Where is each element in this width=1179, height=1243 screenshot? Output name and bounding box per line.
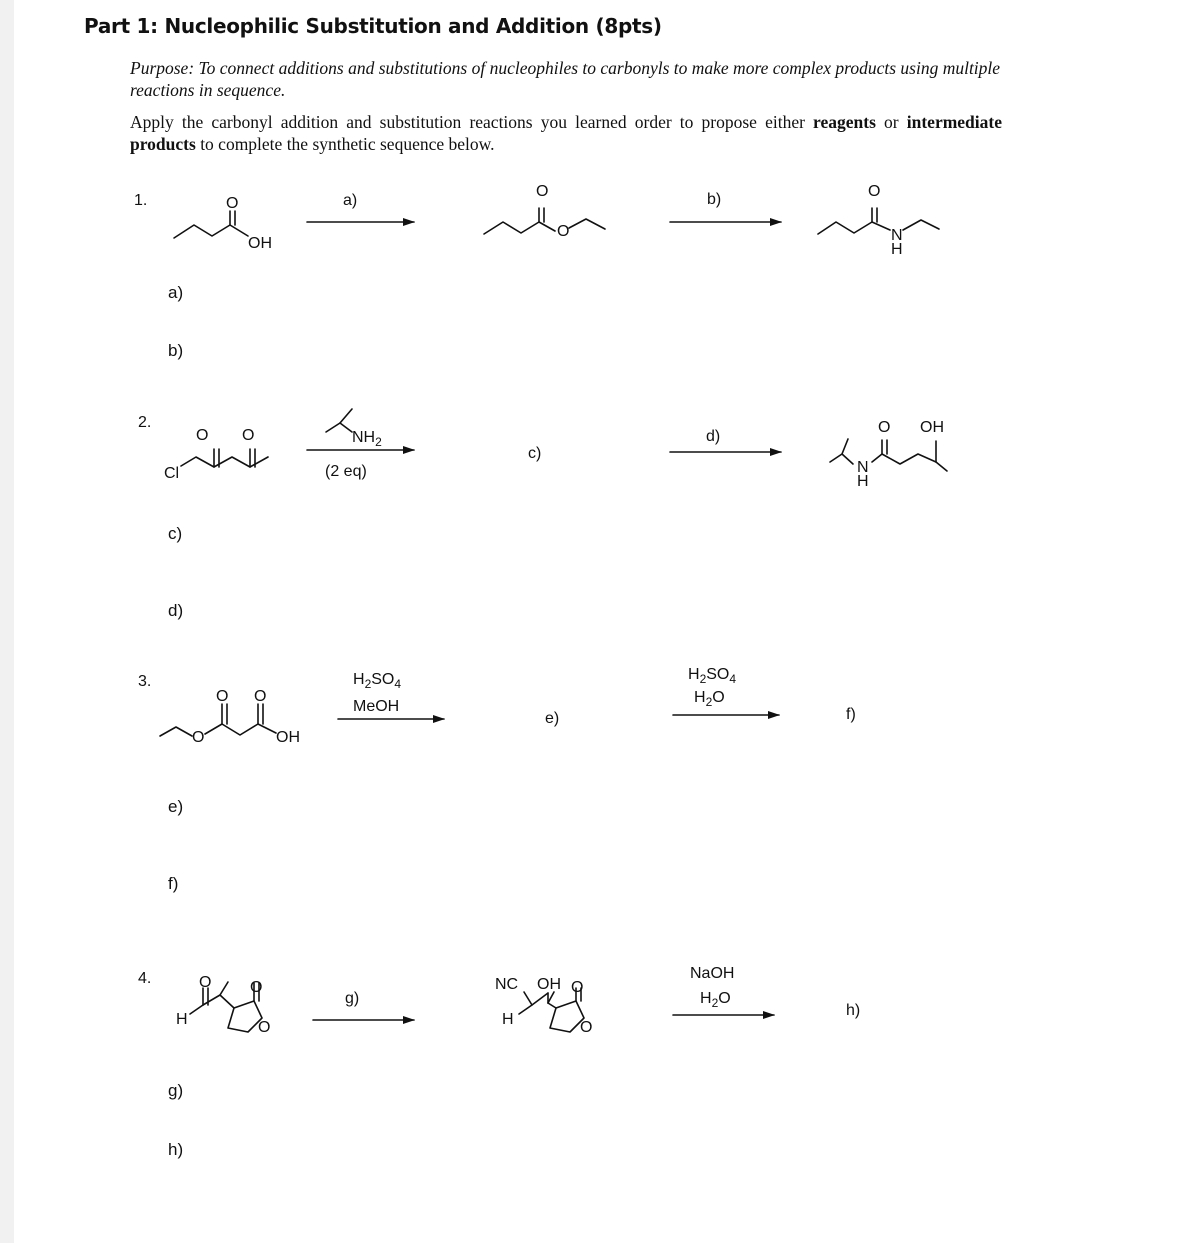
p4-aldehyde-o: O: [199, 974, 212, 991]
p2-arrow-eq-label: (2 eq): [325, 463, 367, 480]
p3-reagent2-h2so4: $H_2SO_4$: [688, 666, 737, 686]
answer-label-g: g): [168, 1081, 184, 1100]
p2-o1: O: [196, 427, 209, 444]
p1-arrow-a-label: a): [343, 192, 358, 209]
page-title: Part 1: Nucleophilic Substitution and Addition (8pts): [84, 14, 662, 38]
p2-o2: O: [242, 427, 255, 444]
p4-lactone-carbonyl-o: O: [250, 979, 263, 996]
p4-arrow-g-label: g): [345, 990, 360, 1007]
answer-label-b: b): [168, 341, 184, 360]
instruction-part: to complete the synthetic sequence below.: [195, 134, 495, 154]
answer-label-f: f): [168, 874, 179, 893]
p4-h: H: [502, 1011, 514, 1028]
answer-label-d: d): [168, 601, 184, 620]
p3-ester-o: O: [192, 729, 205, 746]
p3-reagent-meoh: MeOH: [353, 698, 400, 715]
p4-reagent-naoh: NaOH: [690, 965, 735, 982]
p3-intermediate-e: e): [545, 710, 560, 727]
p1-amide-o: O: [868, 183, 881, 200]
answer-label-a: a): [168, 283, 184, 302]
p2-arrow-d-label: d): [706, 428, 721, 445]
p3-o2: O: [254, 688, 267, 705]
answer-label-c: c): [168, 524, 183, 543]
problem-number-4: 4.: [138, 970, 152, 987]
p1-ester-oxygen: O: [557, 223, 570, 240]
p2-product-oh: OH: [920, 419, 944, 436]
p2-cl: Cl: [164, 465, 180, 482]
p3-reagent2-h2o: $H_2O$: [694, 689, 725, 709]
p1-arrow-b-label: b): [707, 191, 722, 208]
p2-nh2-text: $NH_2$: [352, 429, 382, 449]
p1-amide-h: H: [891, 241, 903, 258]
problem-2-product: [830, 439, 947, 471]
p4-reagent-h2o: $H_2O$: [700, 990, 731, 1010]
p1-ester-o: O: [536, 183, 549, 200]
p4-ring-o-2: O: [580, 1019, 593, 1036]
problem-number-3: 3.: [138, 673, 152, 690]
p2-intermediate-c: c): [528, 445, 542, 462]
answer-label-e: e): [168, 797, 184, 816]
p4-ring-o: O: [258, 1019, 271, 1036]
problem-1-ester: [484, 208, 605, 234]
p4-oh: OH: [537, 976, 561, 993]
p4-nc: NC: [495, 976, 519, 993]
p3-oh: OH: [276, 729, 300, 746]
problem-2-amine: [326, 409, 352, 432]
instruction-bold-intermediates: intermediate products: [130, 112, 1002, 154]
problem-1-amide: [818, 208, 939, 234]
p2-nh2: [352, 429, 382, 449]
p3-o1: O: [216, 688, 229, 705]
problem-number-2: 2.: [138, 414, 152, 431]
p2-product-o: O: [878, 419, 891, 436]
instruction-part: Apply the carbonyl addition and substitution reactions you learned order to propose either: [130, 112, 814, 132]
instruction-part: or: [875, 112, 907, 132]
purpose-text: Purpose: To connect additions and substitutions of nucleophiles to carbonyls to make more complex products using multiple reactions in sequence.: [130, 58, 1001, 100]
p2-product-n: N: [857, 459, 869, 476]
problem-1-starting-acid: [174, 211, 248, 238]
instruction-bold-reagents: reagents: [813, 112, 876, 132]
p1-amide-n: N: [891, 227, 903, 244]
answer-label-h: h): [168, 1140, 184, 1159]
problem-2-acid-chloride-ketone: [181, 449, 268, 467]
p4-product-h: h): [846, 1002, 861, 1019]
p1-start-oh: OH: [248, 235, 272, 252]
p4-carbonyl-o: O: [571, 979, 584, 996]
p1-start-o: O: [226, 195, 239, 212]
p3-product-f: f): [846, 706, 856, 723]
p3-reagent-h2so4: $H_2SO_4$: [353, 671, 402, 691]
problem-number-1: 1.: [134, 192, 148, 209]
p2-product-h: H: [857, 473, 869, 490]
problem-3-half-ester-acid: [160, 704, 276, 736]
p4-aldehyde-h: H: [176, 1011, 188, 1028]
